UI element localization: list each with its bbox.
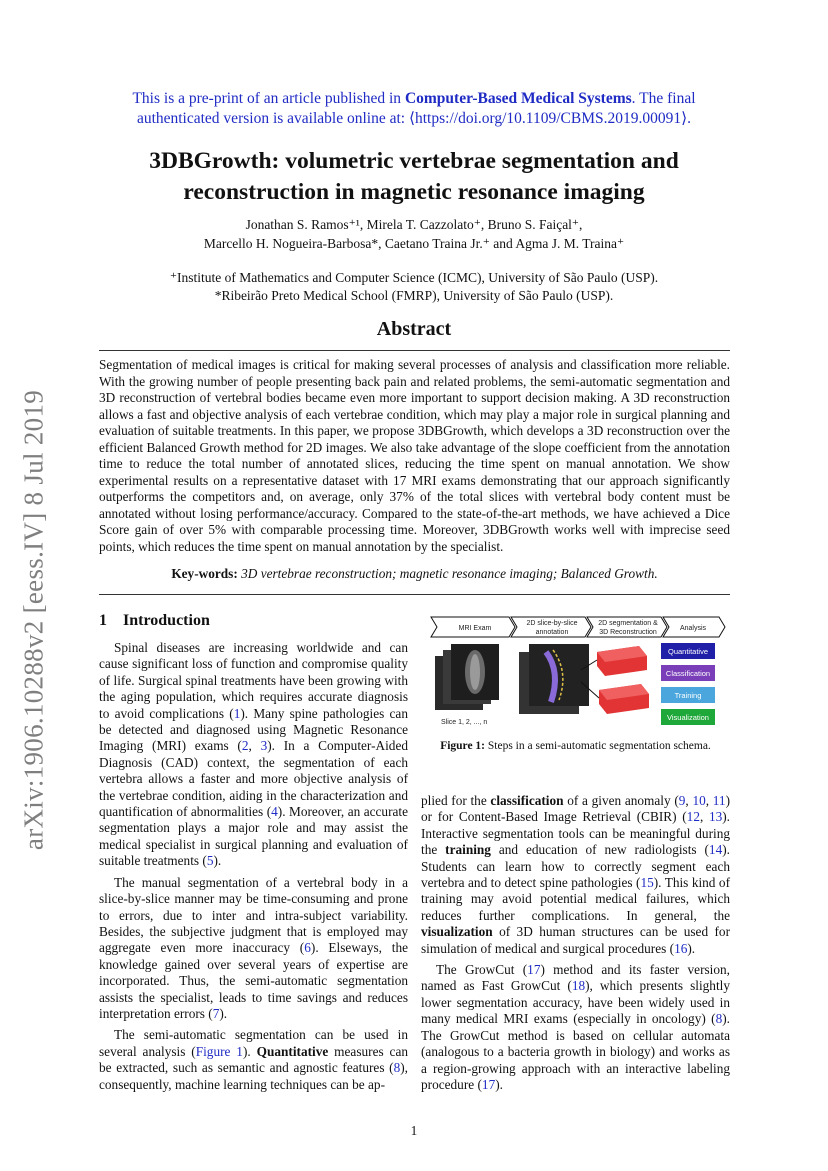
- text-run: ). Students can learn how to correctly segment each vertebra and to detect spine pathologies (: [421, 842, 730, 891]
- pipeline-diagram: [421, 612, 731, 732]
- text-run: ) method and its faster version, named as Fast GrowCut (: [421, 962, 730, 994]
- text-run: ). Many spine pathologies can be detected and diagnosed using Magnetic Resonance Imaging (MRI) exams (: [99, 705, 408, 754]
- citation-link[interactable]: 5: [206, 853, 214, 869]
- title-line: reconstruction in magnetic resonance imaging: [183, 179, 645, 205]
- bold-term: training: [445, 842, 491, 858]
- abstract-bottom-rule: [99, 594, 730, 595]
- step-label: MRI Exam: [458, 625, 492, 632]
- abstract-top-rule: [99, 350, 730, 351]
- preprint-notice: [90, 89, 738, 129]
- keywords-text: 3D vertebrae reconstruction; magnetic resonance imaging; Balanced Growth.: [241, 566, 658, 581]
- citation-link[interactable]: 14: [708, 842, 723, 858]
- step-reconstruction: [587, 617, 667, 637]
- notice-text: This is a pre-print of an article published in: [132, 90, 405, 107]
- citation-link[interactable]: 17: [481, 1076, 496, 1092]
- notice-text: . The final: [631, 90, 696, 107]
- citation-link[interactable]: 11: [712, 793, 726, 808]
- citation-link[interactable]: 8: [715, 1011, 723, 1027]
- paragraph: [99, 640, 408, 870]
- text-run: ). The GrowCut method is based on cellular automata (analogous to a bacteria growth in biology) and works as a region-growing approach with an interactive labeling procedure (: [421, 1011, 730, 1092]
- citation-link[interactable]: 3: [260, 738, 268, 754]
- text-run: The manual segmentation of a vertebral body in a slice-by-slice manner may be time-consuming and prone to errors, due to inter and intra-subject variability. Besides, the subjective judgment that is employed may aggregate even more inaccuracy (: [99, 874, 408, 956]
- citation-link[interactable]: 4: [271, 804, 278, 820]
- affiliation-line: *Ribeirão Preto Medical School (FMRP), University of São Paulo (USP).: [214, 288, 614, 303]
- right-column: [421, 793, 730, 1098]
- paragraph: [421, 962, 730, 1093]
- text-run: ). Interactive segmentation tools can be meaningful during the: [421, 809, 730, 858]
- step-label: annotation: [535, 629, 569, 636]
- citation-link[interactable]: 1: [233, 705, 241, 721]
- text-run: The semi-automatic segmentation can be used in several analysis (: [99, 1027, 408, 1059]
- page-number: 1: [410, 1123, 418, 1138]
- mri-slices-image: [435, 644, 499, 710]
- authors-line: Jonathan S. Ramos⁺¹, Mirela T. Cazzolato⁺, Bruno S. Faiçal⁺,: [245, 217, 583, 232]
- text-run: ).: [687, 940, 696, 956]
- text-run: ,: [685, 793, 693, 808]
- title-line: 3DBGrowth: volumetric vertebrae segmentation and: [149, 148, 679, 174]
- bold-term: Quantitative: [256, 1043, 329, 1059]
- journal-link[interactable]: Computer-Based Medical Systems: [404, 90, 632, 107]
- box-label: Quantitative: [667, 647, 709, 656]
- bold-term: classification: [490, 793, 564, 808]
- citation-link[interactable]: 10: [692, 793, 706, 808]
- citation-link[interactable]: 16: [674, 940, 688, 956]
- section-number: 1: [99, 612, 107, 629]
- paragraph: [99, 1027, 408, 1093]
- text-run: ) or for Content-Based Image Retrieval (CBIR) (: [421, 793, 730, 825]
- text-run: ,: [705, 793, 713, 808]
- citation-link[interactable]: 9: [678, 793, 686, 808]
- box-label: Training: [674, 691, 702, 700]
- citation-link[interactable]: 15: [640, 875, 654, 891]
- classification-box: [661, 665, 715, 681]
- paragraph: [99, 875, 408, 1023]
- section-title: Introduction: [123, 612, 210, 629]
- text-run: ). This kind of training may avoid potential medical failures, which reduces further complications. In general, the: [421, 875, 730, 923]
- text-run: ).: [495, 1076, 503, 1092]
- paragraph: [421, 793, 730, 957]
- training-box: [661, 687, 715, 703]
- text-run: The GrowCut (: [436, 962, 528, 978]
- paper-title: [80, 146, 748, 208]
- caption-text: Steps in a semi-automatic segmentation schema.: [485, 740, 711, 752]
- text-run: Spinal diseases are increasing worldwide and can cause significant loss of function and compromise quality of life. Surgical spinal treatments have been growing with the aging population, which requires accurate diagnosis to avoid complications (: [99, 640, 408, 721]
- citation-link[interactable]: 2: [241, 738, 249, 754]
- citation-link[interactable]: 13: [708, 809, 723, 825]
- bold-term: visualization: [421, 924, 493, 940]
- arxiv-id: arXiv:1906.10288v2 [eess.IV] 8 Jul 2019: [18, 389, 49, 851]
- text-run: and education of new radiologists (: [490, 842, 709, 858]
- text-run: ). Moreover, an accurate segmentation plays a major role and may assist the medical specialist in surgical planning and evaluation of suitable treatments (: [99, 804, 409, 869]
- citation-link[interactable]: 12: [686, 809, 700, 825]
- step-label: 2D segmentation &: [598, 620, 658, 627]
- step-mri-exam: [431, 617, 515, 637]
- visualization-box: [661, 709, 715, 725]
- text-run: ).: [213, 853, 222, 869]
- affiliations: [90, 269, 738, 305]
- step-label: Analysis: [679, 625, 707, 632]
- author-list: [90, 215, 738, 253]
- caption-label: Figure 1:: [440, 740, 486, 752]
- affiliation-line: ⁺Institute of Mathematics and Computer Science (ICMC), University of São Paulo (USP).: [169, 270, 659, 285]
- text-run: of 3D human structures can be used for simulation of medical and surgical procedures (: [421, 924, 730, 956]
- slice-label: Slice 1, 2, ..., n: [441, 719, 488, 726]
- abstract-heading: Abstract: [376, 318, 452, 340]
- annotated-slices-image: [519, 644, 589, 714]
- citation-link[interactable]: 17: [527, 962, 541, 978]
- text-run: ), which presents slightly lower segmentation accuracy, have been widely used in many medical MRI exams (especially in oncology) (: [421, 978, 730, 1027]
- left-column: [99, 640, 408, 1098]
- box-label: Classification: [665, 669, 711, 678]
- text-run: ). In a Computer-Aided Diagnosis (CAD) context, the segmentation of each vertebra allows a faster and more objective analysis of the vertebrae condition, aiding in the characterization and quantification of abnormalities (: [99, 738, 408, 820]
- step-label: 2D slice-by-slice: [526, 620, 578, 627]
- figure-caption: [421, 740, 730, 752]
- quantitative-box: [661, 643, 715, 659]
- arxiv-sidebar-stamp: [8, 380, 60, 860]
- section-heading: [99, 612, 210, 630]
- step-analysis: [663, 617, 725, 637]
- keywords-label: Key-words:: [171, 566, 238, 581]
- keywords: [99, 566, 730, 582]
- text-run: of a given anomaly (: [563, 793, 679, 808]
- citation-link[interactable]: 6: [304, 940, 311, 956]
- step-label: 3D Reconstruction: [599, 629, 657, 636]
- figure-1: [421, 612, 731, 732]
- citation-link[interactable]: 8: [393, 1060, 401, 1076]
- figure-link[interactable]: Figure 1: [195, 1043, 243, 1059]
- text-run: ). Elseways, the knowledge gained over several years of expertise are incorporated. Thus, the semi-automatic segmentation assists the specialist, leads to time savings and reduces interpretation errors (: [99, 940, 408, 1021]
- text-run: ,: [699, 809, 709, 825]
- citation-link[interactable]: 7: [212, 1005, 220, 1021]
- authors-line: Marcello H. Nogueira-Barbosa*, Caetano Traina Jr.⁺ and Agma J. M. Traina⁺: [203, 236, 625, 251]
- box-label: Visualization: [667, 713, 709, 722]
- vertebra-3d-bottom-image: [599, 684, 649, 714]
- text-run: plied for the: [421, 793, 491, 808]
- text-run: measures can be extracted, such as semantic and agnostic features (: [99, 1043, 408, 1076]
- citation-link[interactable]: 18: [571, 978, 586, 994]
- text-run: ), consequently, machine learning techniques can be ap-: [99, 1060, 408, 1092]
- abstract-body: Segmentation of medical images is critical for making several processes of analysis and classification more reliable. With the growing number of people presenting back pain and related problems, the semi-automatic segmentation and 3D reconstruction of vertebral bodies became even more important to support decision making. A 3D reconstruction allows a fast and objective analysis of each vertebrae condition, which may play a major role in surgical planning and evaluation of suitable treatments. In this paper, we propose 3DBGrowth, which develops a 3D reconstruction over the efficient Balanced Growth method for 2D images. We also take advantage of the slope coefficient from the annotation time to reduce the total number of annotated slices, reducing the time spent on manual annotation. We show experimental results on a representative dataset with 17 MRI exams demonstrating that our approach significantly outperforms the competitors and, on average, only 37% of the total slices with vertebral body content must be annotated without losing performance/accuracy. Compared to the state-of-the-art methods, we have achieved a Dice Score gain of over 5% with comparable processing time. Moreover, 3DBGrowth works well with imprecise seed points, which reduces the time spent on manual annotation by the specialist.: [99, 357, 730, 554]
- text-run: ,: [248, 738, 261, 754]
- doi-link[interactable]: authenticated version is available online at: ⟨https://doi.org/10.1109/CBMS.2019.00091⟩.: [136, 110, 692, 127]
- step-annotation: [511, 617, 591, 637]
- vertebra-3d-top-image: [597, 646, 647, 676]
- text-run: ).: [219, 1005, 228, 1021]
- text-run: ).: [242, 1043, 257, 1059]
